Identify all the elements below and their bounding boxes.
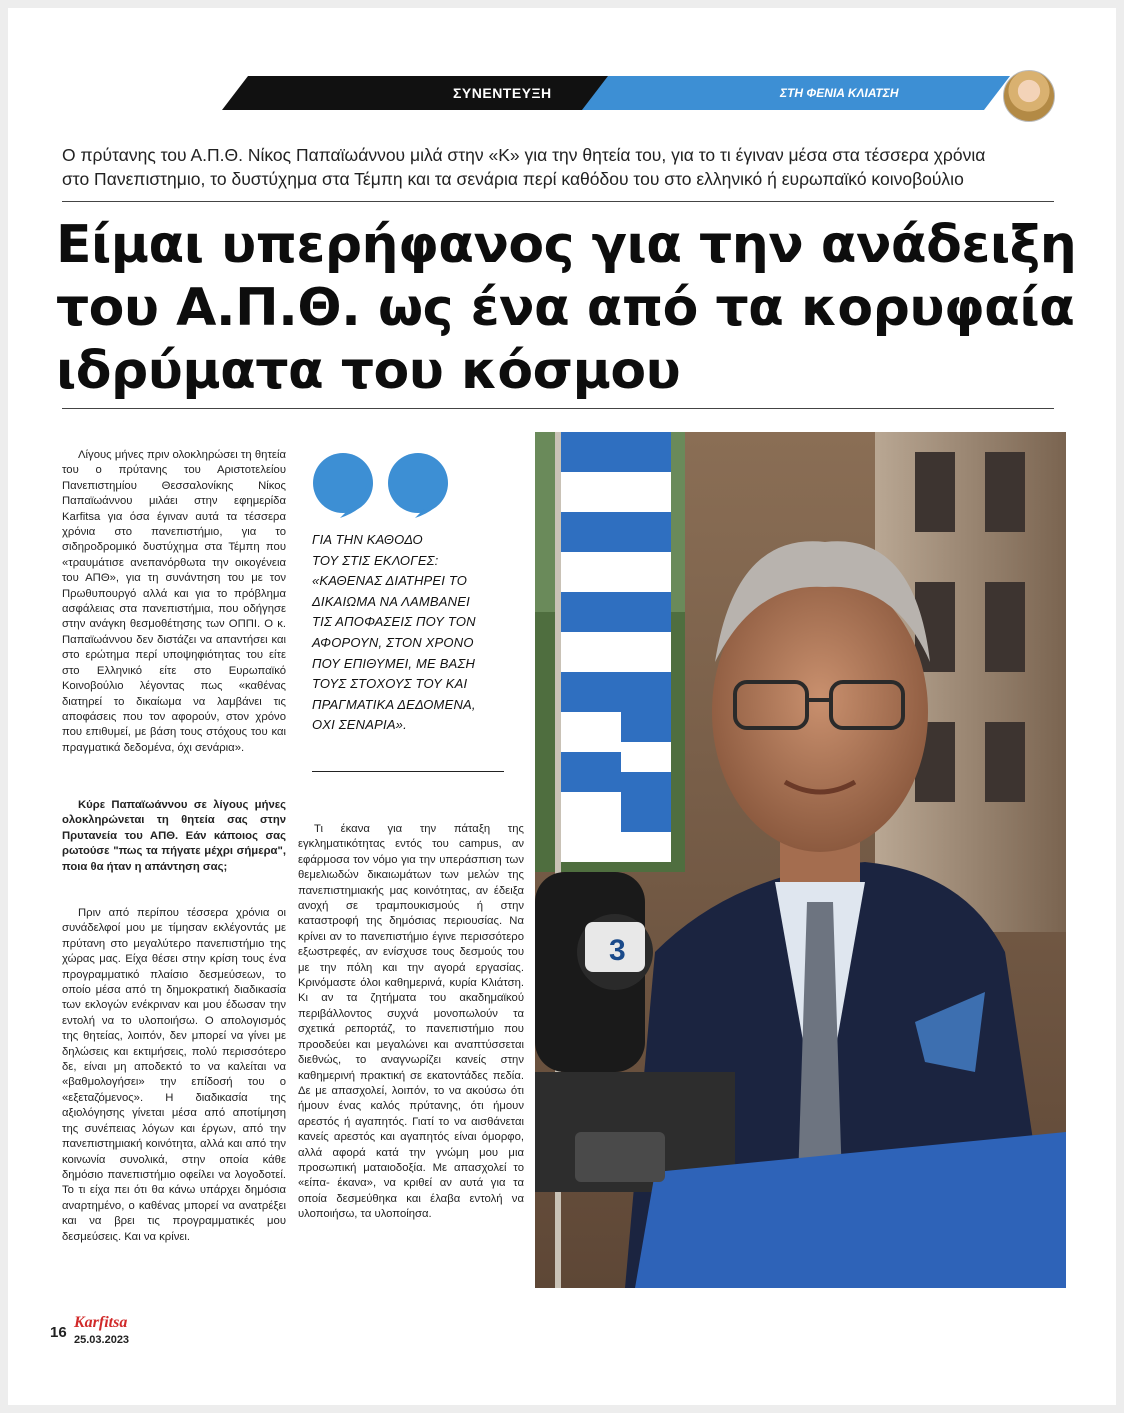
intro-paragraph: Λίγους μήνες πριν ολοκληρώσει τη θητεία του ο πρύτανης του Αριστοτελείου Πανεπιστημίου Θεσσαλονίκης Νίκος Παπαϊωάννου μιλάει στην εφημερίδα Karfitsa για όσα έγιναν αυτά τα τέσσερα χρόνια στο πανεπιστήμιο, για το σιδηροδρομικό δυστύχημα στα Τέμπη που «τραυμάτισε ανεπανόρθωτα την οικογένεια του ΑΠΘ», για τη συνάντηση του με τον Πρωθυπουργό αλλά και για το πρόβλημα ασφάλειας στα πανεπιστήμια, που οδήγησε στην ανάγκη θεσμοθέτησης των ΟΠΠΙ. Ο κ. Παπαϊωάννου δεν διστάζει να απαντήσει και στο ερώτημα περί υποψηφιότητας του είτε στο Ελληνικό είτε στο Ευρωπαϊκό Κοινοβούλιο λέγοντας πως «καθένας διατηρεί το δικαίωμα να λαμβάνει τις αποφάσεις που τον αφορούν, στον χρόνο που επιθυμεί, με βάση τους στόχους του και πραγματικά δεδομένα, όχι σενάρια». bbox=[62, 449, 286, 754]
pull-quote-line: «ΚΑΘΕΝΑΣ ΔΙΑΤΗΡΕΙ ΤΟ bbox=[312, 573, 468, 589]
headline-line-1: Είμαι υπερήφανος για την ανάδειξη bbox=[56, 215, 1077, 275]
pull-quote-line: ΠΡΑΓΜΑΤΙΚΑ ΔΕΔΟΜΕΝΑ, bbox=[312, 696, 476, 712]
author-avatar bbox=[1003, 70, 1055, 122]
brand-logo: Karfitsa bbox=[74, 1314, 128, 1331]
answer-paragraph-2: Τι έκανα για την πάταξη της εγκληματικότητας εντός του campus, αν εφάρμοσα τον νόμο για την υπεράσπιση των θεμελιωδών δικαιωμάτων των μελών της πανεπιστημιακής μας κοινότητας, αν έδειξα ανοχή σε τραμπουκισμούς ή στην καταστροφή της δημόσιας περιουσίας. Να κρίνει αν το πανεπιστήμιο έγινε περισσότερο εξωστρεφές, αν ενίσχυσε τους δεσμούς του με την πόλη και την αγορά εργασίας. Κρινόμαστε όλοι καθημερινά, κυρία Κλιάτση. Κι αν τα ζητήματα του ακαδημαϊκού περιβάλλοντος συχνά μονοπωλούν τα σχετικά ρεπορτάζ, το πανεπιστήμιο που προοδεύει και μεγαλώνει και αναπτύσσεται διεθνώς, το αναγνωρίζει κανείς στην καθημερινή πρακτική σε εκατοντάδες πεδία. Δε με απασχολεί, λοιπόν, το να ακούσω ότι ήμουν ένας καλός πρύτανης, ότι ήμουν αρεστός ή αγαπητός. Γιατί το να αισθάνεται κανείς αρεστός και αγαπητός είναι όμορφο, αλλά αφορά κατά την γνώμη μου μια προσωπική ματαιοδοξία. Με απασχολεί το «είπα- έκανα», να κριθεί αν αυτά για τα οποία δεσμεύθηκα και έλαβα εντολή να υλοποιήσω, τα υλοποίησα. bbox=[298, 823, 524, 1221]
answer-paragraph-1: Πριν από περίπου τέσσερα χρόνια οι συνάδελφοί μου με τίμησαν εκλέγοντάς με πρύτανη στο μεγαλύτερο πανεπιστήμιο της χώρας μας. Είχα θέσει στην κρίση τους ένα προγραμματικό πλαίσιο δεσμεύσεων, το οποίο μέσα από τη δημοκρατική διαδικασία των εκλογών ενέκριναν και μου έδωσαν την εντολή να το υλοποιήσω. Ο απολογισμός της θητείας, λοιπόν, δεν μπορεί να γίνει με δηλώσεις και εκτιμήσεις, πολύ περισσότερο δε, είναι μη αποδεκτό το να καλείται να «βαθμολογήσει» την επίδοσή του ο «εξεταζόμενος». Η διαδικασία της αξιολόγησης γίνεται μέσα από αποτίμηση της συνέπειας λόγων και έργων, από την πανεπιστημιακή κοινότητα, αλλά και από την κοινωνία συνολικά, στην οποία κάθε δημόσιο πανεπιστήμιο οφείλει να λογοδοτεί. Το τι είχα πει ότι θα κάνω υπάρχει δημόσια αναρτημένο, ο καθένας μπορεί να ανατρέξει και να βρει τις προγραμματικές μου δεσμεύσεις. Και να κρίνει. bbox=[62, 907, 286, 1243]
pull-quote-line: ΤΟΥ ΣΤΙΣ ΕΚΛΟΓΕΣ: bbox=[312, 552, 439, 568]
pull-quote bbox=[312, 530, 520, 736]
pull-quote-line: ΤΟΥΣ ΣΤΟΧΟΥΣ ΤΟΥ ΚΑΙ bbox=[312, 676, 468, 692]
rector-photo bbox=[535, 432, 1066, 1288]
page-number: 16 bbox=[50, 1324, 67, 1341]
pull-quote-line: ΠΟΥ ΕΠΙΘΥΜΕΙ, ΜΕ ΒΑΣΗ bbox=[312, 655, 476, 671]
headline-line-2: του Α.Π.Θ. ως ένα από τα κορυφαία bbox=[56, 278, 1075, 338]
pull-quote-line: ΓΙΑ ΤΗΝ ΚΑΘΟΔΟ bbox=[312, 532, 423, 547]
headline-line-3: ιδρύματα του κόσμου bbox=[56, 341, 681, 401]
pull-quote-line: ΟΧΙ ΣΕΝΑΡΙΑ». bbox=[312, 717, 407, 733]
pull-quote-rule bbox=[312, 771, 504, 772]
divider-bottom bbox=[62, 408, 1054, 409]
quote-marks-icon bbox=[310, 438, 460, 518]
pull-quote-line: ΑΦΟΡΟΥΝ, ΣΤΟΝ ΧΡΟΝΟ bbox=[312, 634, 474, 650]
article-intro bbox=[62, 448, 286, 756]
answer-part-1 bbox=[62, 906, 286, 1245]
pull-quote-line: ΤΙΣ ΑΠΟΦΑΣΕΙΣ ΠΟΥ ΤΟΝ bbox=[312, 614, 476, 630]
section-label: ΣΥΝΕΝΤΕΥΞΗ bbox=[453, 85, 552, 101]
divider-top bbox=[62, 201, 1054, 202]
standfirst-line-1: Ο πρύτανης του Α.Π.Θ. Νίκος Παπαϊωάννου μιλά στην «Κ» για την θητεία του, για το τι έγιναν μέσα στα τέσσερα χρόνια bbox=[62, 145, 986, 165]
pull-quote-line: ΔΙΚΑΙΩΜΑ ΝΑ ΛΑΜΒΑΝΕΙ bbox=[312, 593, 470, 609]
mic-label: 3 bbox=[609, 934, 626, 967]
answer-part-2 bbox=[298, 822, 524, 1223]
interview-question bbox=[62, 798, 286, 875]
headline bbox=[56, 214, 1077, 403]
standfirst-line-2: στο Πανεπιστημιο, το δυστύχημα στα Τέμπη και τα σενάρια περί καθόδου του στο ελληνικό ή ευρωπαϊκό κοινοβούλιο bbox=[62, 169, 964, 189]
photo-illustration bbox=[535, 432, 1066, 1288]
standfirst bbox=[62, 143, 1062, 191]
issue-date: 25.03.2023 bbox=[74, 1334, 130, 1346]
author-label: ΣΤΗ ΦΕΝΙΑ ΚΛΙΑΤΣΗ bbox=[780, 86, 899, 100]
question-paragraph: Κύρε Παπαϊωάννου σε λίγους μήνες ολοκληρώνεται τη θητεία σας στην Πρυτανεία του ΑΠΘ. Εάν κάποιος σας ρωτούσε "πως τα πήγατε μέχρι σήμερα", ποια θα ήταν η απάντηση σας; bbox=[62, 799, 286, 873]
